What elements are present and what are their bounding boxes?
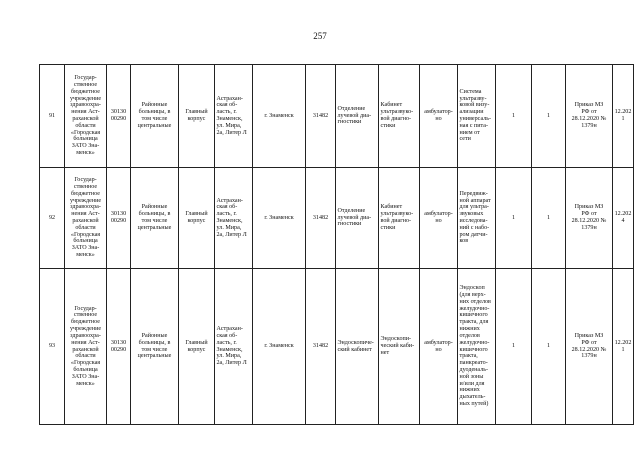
address-cell: Астрахан- ская об- ласть, г. Знаменск, ул. Мира, 2а, Литер Л — [215, 65, 253, 168]
building-cell: Главный корпус — [179, 269, 215, 425]
address-cell: Астрахан- ская об- ласть, г. Знаменск, ул. Мира, 2а, Литер Л — [215, 168, 253, 269]
department-cell: Отделение лучевой диа- гностики — [336, 65, 379, 168]
city-cell: г. Знаменск — [253, 168, 306, 269]
postcode-cell: 31482 — [306, 168, 336, 269]
table-row — [40, 168, 634, 269]
date-cell: 12.2021 — [613, 65, 634, 168]
institution-cell: Государ- ственное бюджетное учреждение здравоохра- нения Аст- раханской области «Городская больница ЗАТО Зна- менск» — [65, 168, 107, 269]
city-cell: г. Знаменск — [253, 269, 306, 425]
hospital-type-cell: Районные больницы, в том числе центральные — [131, 168, 179, 269]
equipment-table — [39, 64, 634, 425]
room-cell: Эндоскопи- ческий каби- нет — [379, 269, 420, 425]
quantity-planned-cell: 1 — [532, 65, 566, 168]
equipment-cell: Система ультразву- ковой визу- ализации универсаль- ная с пита- нием от сети — [458, 65, 496, 168]
order-reference-cell: Приказ МЗ РФ от 28.12.2020 № 1379н — [566, 269, 613, 425]
care-mode-cell: амбулатор- но — [420, 168, 458, 269]
quantity-planned-cell: 1 — [532, 269, 566, 425]
order-reference-cell: Приказ МЗ РФ от 28.12.2020 № 1379н — [566, 168, 613, 269]
care-mode-cell: амбулатор- но — [420, 269, 458, 425]
code-cell: 30130 00290 — [107, 168, 131, 269]
page-number: 257 — [313, 31, 327, 41]
quantity-cell: 1 — [496, 168, 532, 269]
institution-cell: Государ- ственное бюджетное учреждение здравоохра- нения Аст- раханской области «Городская больница ЗАТО Зна- менск» — [65, 65, 107, 168]
building-cell: Главный корпус — [179, 168, 215, 269]
department-cell: Отделение лучевой диа- гностики — [336, 168, 379, 269]
table-row — [40, 269, 634, 425]
row-number-cell: 92 — [40, 168, 65, 269]
room-cell: Кабинет ультразвуко- вой диагно- стики — [379, 168, 420, 269]
equipment-cell: Эндоскоп (для верх- них отделов желудочно- кишечного тракта, для нижних отделов желудочно- кишечного тракта, панкреато- дуоденаль- ной зоны и/или для нижних дыхатель- ных путей) — [458, 269, 496, 425]
order-reference-cell: Приказ МЗ РФ от 28.12.2020 № 1379н — [566, 65, 613, 168]
room-cell: Кабинет ультразвуко- вой диагно- стики — [379, 65, 420, 168]
quantity-cell: 1 — [496, 269, 532, 425]
table-row — [40, 65, 634, 168]
hospital-type-cell: Районные больницы, в том числе центральные — [131, 269, 179, 425]
building-cell: Главный корпус — [179, 65, 215, 168]
date-cell: 12.2024 — [613, 168, 634, 269]
code-cell: 30130 00290 — [107, 65, 131, 168]
postcode-cell: 31482 — [306, 269, 336, 425]
care-mode-cell: амбулатор- но — [420, 65, 458, 168]
quantity-planned-cell: 1 — [532, 168, 566, 269]
quantity-cell: 1 — [496, 65, 532, 168]
date-cell: 12.2021 — [613, 269, 634, 425]
institution-cell: Государ- ственное бюджетное учреждение здравоохра- нения Аст- раханской области «Городская больница ЗАТО Зна- менск» — [65, 269, 107, 425]
address-cell: Астрахан- ская об- ласть, г. Знаменск, ул. Мира, 2а, Литер Л — [215, 269, 253, 425]
department-cell: Эндоскопиче- ский кабинет — [336, 269, 379, 425]
city-cell: г. Знаменск — [253, 65, 306, 168]
row-number-cell: 91 — [40, 65, 65, 168]
code-cell: 30130 00290 — [107, 269, 131, 425]
equipment-cell: Передвиж- ной аппарат для ультра- звуковых исследова- ний с набо- ром датчи- ков — [458, 168, 496, 269]
row-number-cell: 93 — [40, 269, 65, 425]
hospital-type-cell: Районные больницы, в том числе центральные — [131, 65, 179, 168]
postcode-cell: 31482 — [306, 65, 336, 168]
